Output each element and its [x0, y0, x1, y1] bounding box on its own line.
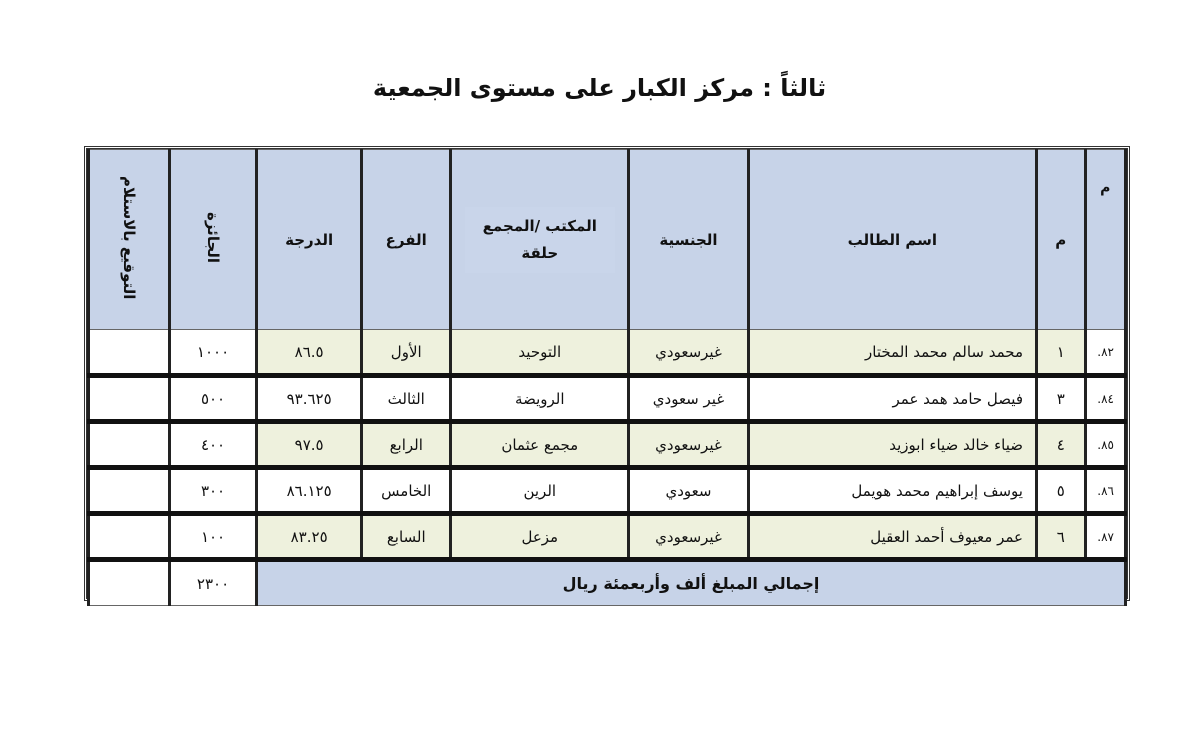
row-index: ٨٤.: [1085, 376, 1125, 422]
row-nationality: غيرسعودي: [629, 514, 748, 560]
row-office: الرين: [451, 468, 629, 514]
row-nationality: سعودي: [629, 468, 748, 514]
row-prize: ٣٠٠: [170, 468, 257, 514]
row-prize: ١٠٠: [170, 514, 257, 560]
table-row: [89, 468, 1126, 514]
row-nationality: غيرسعودي: [629, 422, 748, 468]
header-prize: [170, 150, 257, 330]
row-score: ٩٧.٥: [257, 422, 362, 468]
header-number: م: [1037, 150, 1086, 330]
row-score: ٨٦.١٢٥: [257, 468, 362, 514]
header-score: الدرجة: [257, 150, 362, 330]
header-prize-label: الجائزة: [204, 211, 223, 264]
total-row: [89, 560, 1126, 606]
row-score: ٨٣.٢٥: [257, 514, 362, 560]
row-office: مجمع عثمان: [451, 422, 629, 468]
table-row: [89, 330, 1126, 376]
total-amount: ٢٣٠٠: [170, 560, 257, 606]
row-index: ٨٢.: [1085, 330, 1125, 376]
row-number: ١: [1037, 330, 1086, 376]
row-signature[interactable]: [89, 330, 170, 376]
header-office-label: المكتب /المجمع حلقة: [465, 207, 615, 273]
page-title: ثالثاً : مركز الكبار على مستوى الجمعية: [372, 74, 827, 102]
row-nationality: غيرسعودي: [629, 330, 748, 376]
row-signature[interactable]: [89, 514, 170, 560]
header-office: [451, 150, 629, 330]
header-index: م: [1085, 150, 1125, 330]
row-nationality: غير سعودي: [629, 376, 748, 422]
header-name: اسم الطالب: [748, 150, 1036, 330]
row-branch: الأول: [362, 330, 451, 376]
header-signature-label: التوقيع بالاستلام: [120, 175, 139, 300]
row-office: مزعل: [451, 514, 629, 560]
row-score: ٩٣.٦٢٥: [257, 376, 362, 422]
row-prize: ٥٠٠: [170, 376, 257, 422]
row-number: ٣: [1037, 376, 1086, 422]
row-number: ٥: [1037, 468, 1086, 514]
total-label: إجمالي المبلغ ألف وأربعمئة ريال: [257, 560, 1126, 606]
row-prize: ١٠٠٠: [170, 330, 257, 376]
row-signature[interactable]: [89, 468, 170, 514]
row-office: الرويضة: [451, 376, 629, 422]
row-name: محمد سالم محمد المختار: [748, 330, 1036, 376]
row-office: التوحيد: [451, 330, 629, 376]
header-signature: [89, 150, 170, 330]
row-index: ٨٥.: [1085, 422, 1125, 468]
table-row: [89, 514, 1126, 560]
row-signature[interactable]: [89, 376, 170, 422]
winners-table: [84, 146, 1130, 601]
row-index: ٨٧.: [1085, 514, 1125, 560]
header-branch: الفرع: [362, 150, 451, 330]
row-signature[interactable]: [89, 422, 170, 468]
row-branch: الخامس: [362, 468, 451, 514]
row-name: عمر معيوف أحمد العقيل: [748, 514, 1036, 560]
row-branch: السابع: [362, 514, 451, 560]
row-name: ضياء خالد ضياء ابوزيد: [748, 422, 1036, 468]
table-row: [89, 376, 1126, 422]
row-branch: الثالث: [362, 376, 451, 422]
row-branch: الرابع: [362, 422, 451, 468]
header-nationality: الجنسية: [629, 150, 748, 330]
row-index: ٨٦.: [1085, 468, 1125, 514]
total-signature: [89, 560, 170, 606]
results-table: [87, 149, 1127, 606]
header-row: [89, 150, 1126, 330]
row-number: ٦: [1037, 514, 1086, 560]
row-name: فيصل حامد همد عمر: [748, 376, 1036, 422]
row-score: ٨٦.٥: [257, 330, 362, 376]
row-number: ٤: [1037, 422, 1086, 468]
row-name: يوسف إبراهيم محمد هويمل: [748, 468, 1036, 514]
row-prize: ٤٠٠: [170, 422, 257, 468]
table-row: [89, 422, 1126, 468]
